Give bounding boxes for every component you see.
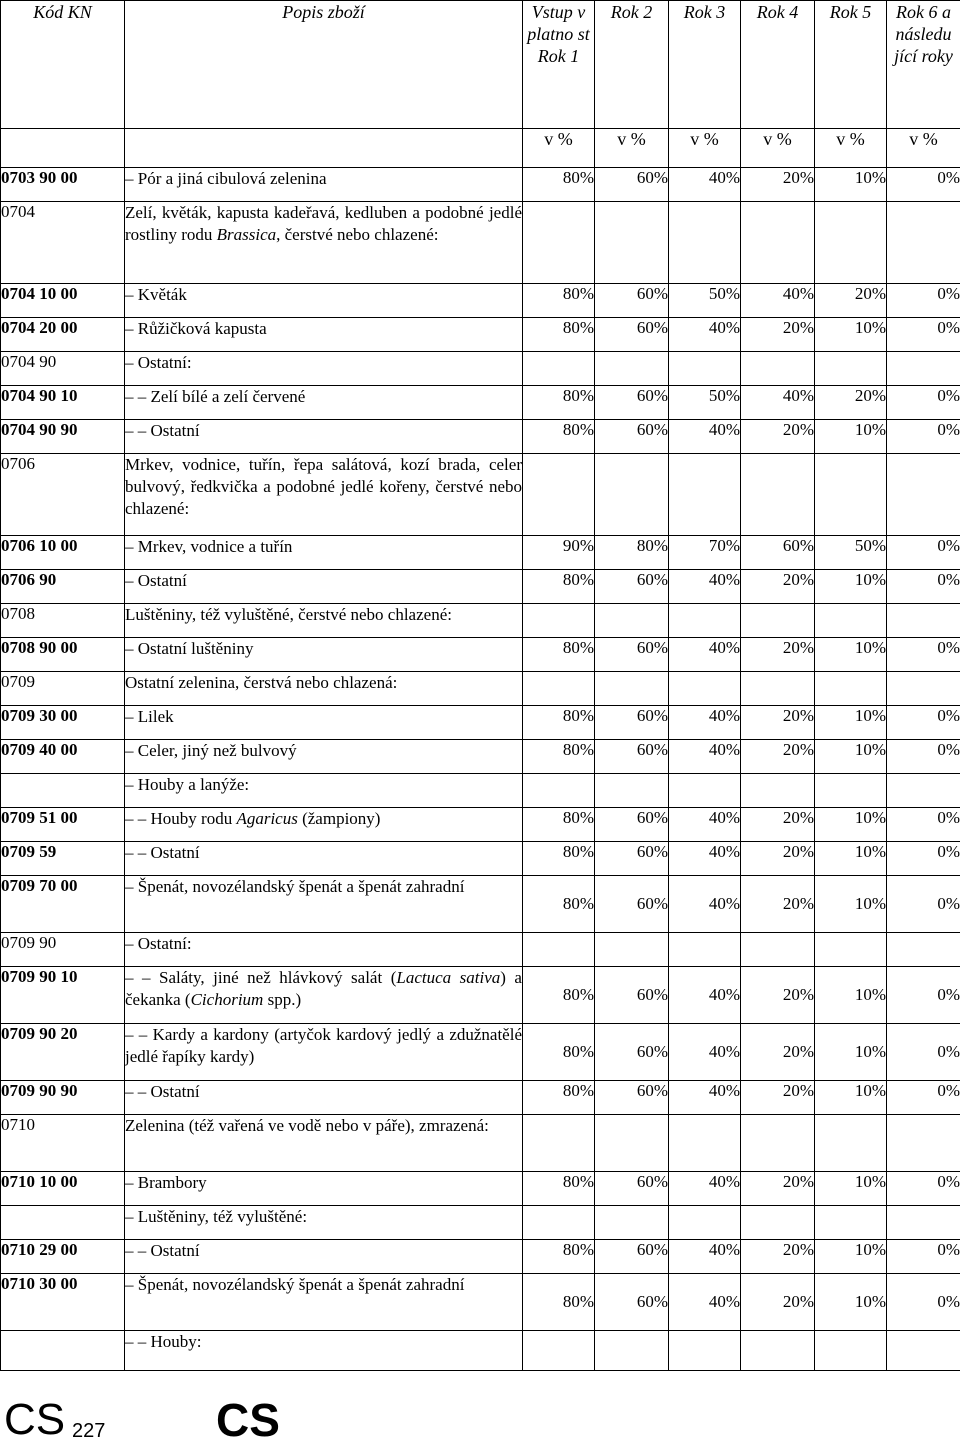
row-description: Zelí, květák, kapusta kadeřavá, kedluben a podobné jedlé rostliny rodu Brassica, čerstvé nebo chlazené: [125,202,523,284]
rate-year-3 [669,1331,741,1371]
row-description: – Květák [125,284,523,318]
rate-year-6: 0% [887,740,960,774]
row-description: – Lilek [125,706,523,740]
rate-year-5 [815,202,887,284]
rate-year-4: 20% [741,168,815,202]
rate-year-4: 20% [741,1024,815,1081]
table-body [1,168,960,1371]
row-description: – Houby a lanýže: [125,774,523,808]
row-code: 0709 90 90 [1,1081,125,1115]
rate-year-5 [815,933,887,967]
rate-year-6 [887,1206,960,1240]
rate-year-1 [523,1115,595,1172]
table-row [1,672,960,706]
row-code: 0710 29 00 [1,1240,125,1274]
rate-year-3: 40% [669,318,741,352]
table-row [1,876,960,933]
unit-blank-desc [125,129,523,168]
rate-year-2 [595,202,669,284]
rate-year-1: 80% [523,638,595,672]
rate-year-2: 60% [595,1172,669,1206]
rate-year-3: 70% [669,536,741,570]
rate-year-1: 80% [523,967,595,1024]
row-code: 0706 10 00 [1,536,125,570]
table-row [1,386,960,420]
rate-year-1: 80% [523,168,595,202]
rate-year-2: 80% [595,536,669,570]
table-row [1,1172,960,1206]
rate-year-6: 0% [887,808,960,842]
table-row [1,1274,960,1331]
rate-year-4: 60% [741,536,815,570]
rate-year-5: 50% [815,536,887,570]
rate-year-5: 10% [815,638,887,672]
rate-year-1: 80% [523,1024,595,1081]
row-code: 0706 90 [1,570,125,604]
rate-year-5: 20% [815,284,887,318]
rate-year-4: 20% [741,318,815,352]
rate-year-5 [815,454,887,536]
row-description: – Brambory [125,1172,523,1206]
footer-language-code: CS [4,1396,65,1444]
rate-year-1: 80% [523,706,595,740]
rate-year-3: 40% [669,570,741,604]
rate-year-2: 60% [595,284,669,318]
unit-cell: v % [669,129,741,168]
rate-year-5: 10% [815,1274,887,1331]
rate-year-5 [815,1206,887,1240]
rate-year-6 [887,352,960,386]
rate-year-2: 60% [595,842,669,876]
rate-year-3: 40% [669,1024,741,1081]
rate-year-2: 60% [595,638,669,672]
rate-year-1: 80% [523,1081,595,1115]
table-row [1,604,960,638]
rate-year-5: 10% [815,876,887,933]
rate-year-1 [523,1206,595,1240]
row-code: 0706 [1,454,125,536]
rate-year-4: 40% [741,386,815,420]
rate-year-3: 40% [669,740,741,774]
rate-year-6 [887,604,960,638]
row-code: 0709 30 00 [1,706,125,740]
rate-year-4 [741,604,815,638]
table-row [1,1331,960,1371]
row-code: 0710 [1,1115,125,1172]
rate-year-3 [669,672,741,706]
row-description: – – Ostatní [125,842,523,876]
table-row [1,740,960,774]
row-code [1,1331,125,1371]
row-code: 0709 51 00 [1,808,125,842]
rate-year-5 [815,352,887,386]
row-description: – – Houby rodu Agaricus (žampiony) [125,808,523,842]
rate-year-3: 40% [669,1274,741,1331]
row-code: 0704 90 90 [1,420,125,454]
rate-year-4 [741,1206,815,1240]
rate-year-5: 10% [815,967,887,1024]
rate-year-4 [741,202,815,284]
table-row [1,842,960,876]
rate-year-4: 20% [741,1172,815,1206]
rate-year-6 [887,454,960,536]
rate-year-1: 80% [523,876,595,933]
table-row [1,420,960,454]
row-code [1,1206,125,1240]
row-description: – – Houby: [125,1331,523,1371]
rate-year-1: 80% [523,318,595,352]
row-code: 0708 90 00 [1,638,125,672]
rate-year-3 [669,933,741,967]
rate-year-3: 40% [669,420,741,454]
rate-year-5: 10% [815,1172,887,1206]
rate-year-4 [741,672,815,706]
rate-year-1: 80% [523,284,595,318]
rate-year-1: 80% [523,1172,595,1206]
unit-cell: v % [887,129,960,168]
rate-year-4 [741,774,815,808]
table-row [1,536,960,570]
row-description: – Luštěniny, též vyluštěné: [125,1206,523,1240]
rate-year-2: 60% [595,386,669,420]
rate-year-1: 80% [523,740,595,774]
row-code: 0710 30 00 [1,1274,125,1331]
rate-year-1 [523,202,595,284]
rate-year-1: 90% [523,536,595,570]
rate-year-1: 80% [523,1240,595,1274]
row-code: 0703 90 00 [1,168,125,202]
rate-year-6 [887,933,960,967]
row-code: 0704 [1,202,125,284]
rate-year-6 [887,672,960,706]
rate-year-6: 0% [887,876,960,933]
rate-year-3 [669,454,741,536]
row-code: 0709 59 [1,842,125,876]
unit-blank-code [1,129,125,168]
table-row [1,1206,960,1240]
row-description: – – Ostatní [125,1240,523,1274]
row-code: 0704 10 00 [1,284,125,318]
rate-year-5 [815,1331,887,1371]
header-year-2: Rok 2 [595,1,669,129]
rate-year-3: 40% [669,1172,741,1206]
rate-year-3: 40% [669,1081,741,1115]
table-row [1,933,960,967]
row-description: – Celer, jiný než bulvový [125,740,523,774]
rate-year-6: 0% [887,638,960,672]
rate-year-6: 0% [887,386,960,420]
rate-year-3: 40% [669,168,741,202]
rate-year-4: 20% [741,570,815,604]
rate-year-2: 60% [595,706,669,740]
row-code: 0709 90 10 [1,967,125,1024]
rate-year-5: 10% [815,706,887,740]
row-description: – – Zelí bílé a zelí červené [125,386,523,420]
row-description: – Mrkev, vodnice a tuřín [125,536,523,570]
table-row [1,202,960,284]
rate-year-6: 0% [887,536,960,570]
table-row [1,1115,960,1172]
rate-year-4 [741,933,815,967]
row-code: 0704 90 10 [1,386,125,420]
rate-year-1: 80% [523,386,595,420]
rate-year-3: 50% [669,284,741,318]
rate-year-4: 20% [741,638,815,672]
rate-year-1 [523,604,595,638]
rate-year-1: 80% [523,1274,595,1331]
rate-year-2: 60% [595,570,669,604]
rate-year-6: 0% [887,842,960,876]
rate-year-3: 40% [669,706,741,740]
rate-year-1: 80% [523,420,595,454]
table-row [1,352,960,386]
header-year-6: Rok 6 a následu jící roky [887,1,960,129]
rate-year-5 [815,1115,887,1172]
rate-year-1 [523,454,595,536]
rate-year-1 [523,774,595,808]
rate-year-5: 20% [815,386,887,420]
row-code: 0704 90 [1,352,125,386]
rate-year-4 [741,1115,815,1172]
rate-year-2: 60% [595,1274,669,1331]
rate-year-6: 0% [887,318,960,352]
table-row [1,570,960,604]
rate-year-5: 10% [815,808,887,842]
row-description: – – Ostatní [125,420,523,454]
row-description: Ostatní zelenina, čerstvá nebo chlazená: [125,672,523,706]
rate-year-5: 10% [815,1024,887,1081]
rate-year-2: 60% [595,1081,669,1115]
rate-year-4: 20% [741,1274,815,1331]
unit-cell: v % [741,129,815,168]
rate-year-6 [887,774,960,808]
rate-year-3: 40% [669,808,741,842]
header-year-1: Vstup v platno st Rok 1 [523,1,595,129]
footer-language-code-bold: CS [216,1396,280,1444]
rate-year-3 [669,352,741,386]
row-code: 0709 70 00 [1,876,125,933]
rate-year-4: 20% [741,842,815,876]
table-row [1,638,960,672]
row-description: Mrkev, vodnice, tuřín, řepa salátová, kozí brada, celer bulvový, ředkvička a podobné jedlé kořeny, čerstvé nebo chlazené: [125,454,523,536]
row-code: 0709 90 20 [1,1024,125,1081]
rate-year-1: 80% [523,842,595,876]
row-description: Luštěniny, též vyluštěné, čerstvé nebo chlazené: [125,604,523,638]
rate-year-3: 40% [669,876,741,933]
rate-year-1: 80% [523,808,595,842]
table-row [1,706,960,740]
row-description: – Pór a jiná cibulová zelenina [125,168,523,202]
rate-year-5: 10% [815,842,887,876]
rate-year-6: 0% [887,1172,960,1206]
row-description: – Ostatní [125,570,523,604]
rate-year-2: 60% [595,740,669,774]
table-row [1,454,960,536]
table-row [1,284,960,318]
header-year-3: Rok 3 [669,1,741,129]
rate-year-2 [595,604,669,638]
rate-year-4: 20% [741,808,815,842]
row-description: – Špenát, novozélandský špenát a špenát zahradní [125,1274,523,1331]
rate-year-2 [595,1115,669,1172]
rate-year-1 [523,933,595,967]
rate-year-4 [741,352,815,386]
row-code: 0709 40 00 [1,740,125,774]
table-row [1,1081,960,1115]
rate-year-1 [523,1331,595,1371]
rate-year-6 [887,202,960,284]
rate-year-2: 60% [595,318,669,352]
table-row [1,168,960,202]
rate-year-5 [815,774,887,808]
table-row [1,967,960,1024]
rate-year-2 [595,352,669,386]
rate-year-1: 80% [523,570,595,604]
rate-year-4 [741,454,815,536]
rate-year-4: 20% [741,1240,815,1274]
rate-year-2 [595,774,669,808]
rate-year-6: 0% [887,1240,960,1274]
rate-year-6 [887,1115,960,1172]
rate-year-5 [815,672,887,706]
rate-year-2: 60% [595,1240,669,1274]
header-row [1,1,960,129]
rate-year-5: 10% [815,1081,887,1115]
rate-year-5: 10% [815,740,887,774]
rate-year-6: 0% [887,1274,960,1331]
rate-year-3 [669,1206,741,1240]
header-year-4: Rok 4 [741,1,815,129]
rate-year-4: 20% [741,706,815,740]
row-description: – Ostatní: [125,933,523,967]
rate-year-2: 60% [595,420,669,454]
rate-year-1 [523,352,595,386]
row-code: 0710 10 00 [1,1172,125,1206]
rate-year-6: 0% [887,168,960,202]
table-row [1,808,960,842]
row-code: 0704 20 00 [1,318,125,352]
row-code [1,774,125,808]
rate-year-2: 60% [595,1024,669,1081]
rate-year-3 [669,774,741,808]
row-description: – Ostatní: [125,352,523,386]
rate-year-3 [669,604,741,638]
rate-year-4: 20% [741,740,815,774]
rate-year-6: 0% [887,967,960,1024]
row-description: – – Kardy a kardony (artyčok kardový jedlý a zdužnatělé jedlé řapíky kardy) [125,1024,523,1081]
rate-year-2 [595,672,669,706]
rate-year-3: 40% [669,842,741,876]
rate-year-2: 60% [595,808,669,842]
rate-year-3: 40% [669,1240,741,1274]
rate-year-2 [595,933,669,967]
rate-year-3: 40% [669,638,741,672]
rate-year-2: 60% [595,168,669,202]
unit-cell: v % [815,129,887,168]
rate-year-3: 40% [669,967,741,1024]
rate-year-5: 10% [815,570,887,604]
rate-year-2 [595,1206,669,1240]
footer-page-number: 227 [72,1420,105,1443]
row-description: – – Ostatní [125,1081,523,1115]
rate-year-5: 10% [815,420,887,454]
rate-year-6 [887,1331,960,1371]
rate-year-4: 40% [741,284,815,318]
row-description: – Růžičková kapusta [125,318,523,352]
rate-year-5: 10% [815,168,887,202]
rate-year-6: 0% [887,420,960,454]
rate-year-2: 60% [595,967,669,1024]
rate-year-6: 0% [887,706,960,740]
header-description: Popis zboží [125,1,523,129]
rate-year-3: 50% [669,386,741,420]
rate-year-2: 60% [595,876,669,933]
header-code: Kód KN [1,1,125,129]
row-code: 0709 90 [1,933,125,967]
rate-year-4: 20% [741,420,815,454]
rate-year-6: 0% [887,1024,960,1081]
rate-year-4: 20% [741,876,815,933]
row-description: – Špenát, novozélandský špenát a špenát zahradní [125,876,523,933]
rate-year-6: 0% [887,570,960,604]
row-description: – Ostatní luštěniny [125,638,523,672]
table-row [1,1240,960,1274]
rate-year-1 [523,672,595,706]
rate-year-3 [669,1115,741,1172]
rate-year-6: 0% [887,284,960,318]
rate-year-2 [595,454,669,536]
rate-year-2 [595,1331,669,1371]
row-description: Zelenina (též vařená ve vodě nebo v páře), zmrazená: [125,1115,523,1172]
row-description: – – Saláty, jiné než hlávkový salát (Lactuca sativa) a čekanka (Cichorium spp.) [125,967,523,1024]
unit-row [1,129,960,168]
table-row [1,1024,960,1081]
rate-year-4 [741,1331,815,1371]
rate-year-6: 0% [887,1081,960,1115]
rate-year-3 [669,202,741,284]
rate-year-5: 10% [815,318,887,352]
row-code: 0708 [1,604,125,638]
rate-year-5 [815,604,887,638]
rate-year-4: 20% [741,1081,815,1115]
header-year-5: Rok 5 [815,1,887,129]
row-code: 0709 [1,672,125,706]
rate-year-5: 10% [815,1240,887,1274]
table-row [1,318,960,352]
unit-cell: v % [595,129,669,168]
unit-cell: v % [523,129,595,168]
rate-year-4: 20% [741,967,815,1024]
table-row [1,774,960,808]
